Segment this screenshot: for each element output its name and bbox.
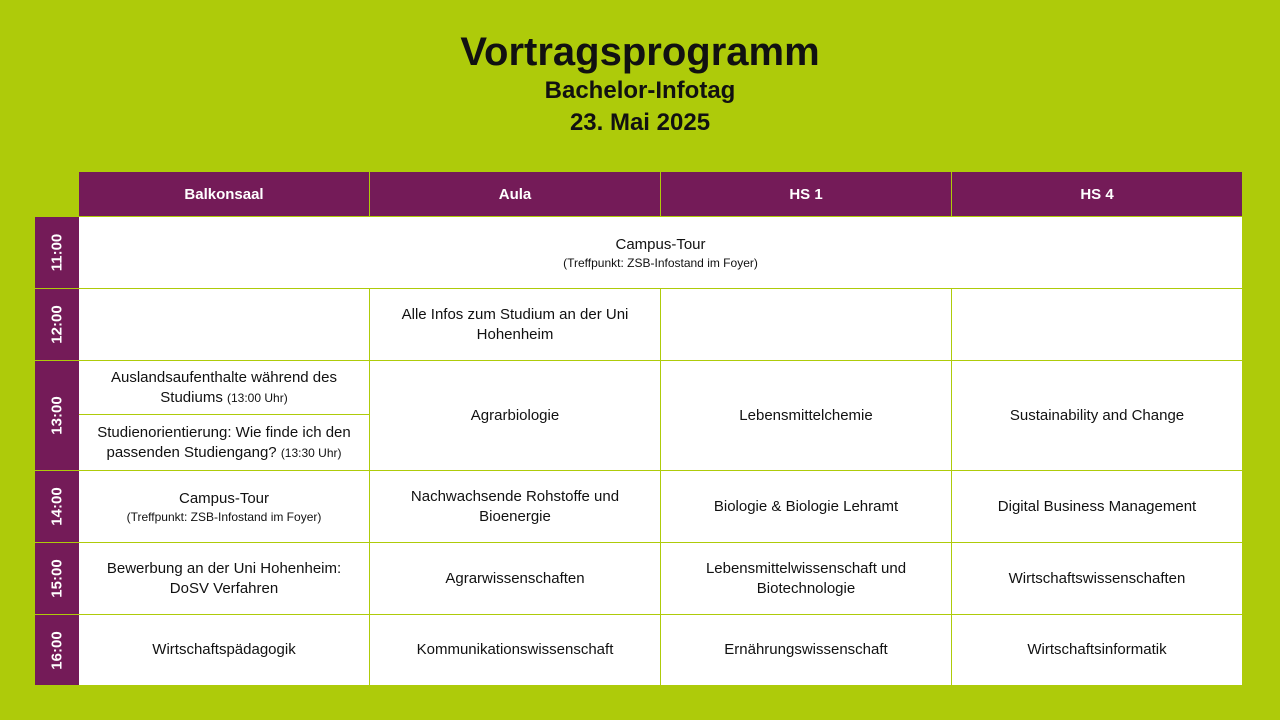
table-corner	[35, 172, 79, 217]
time-label-1400	[35, 471, 79, 543]
time-text: 13:00	[48, 396, 66, 435]
page-title: Vortragsprogramm	[460, 30, 820, 74]
time-text: 12:00	[48, 305, 66, 344]
session-aula-1300	[370, 361, 661, 471]
session-title: Agrarbiologie	[470, 406, 560, 424]
session-title: Nachwachsende Rohstoffe und Bioenergie	[410, 487, 620, 525]
column-header-hs1: HS 1	[661, 172, 952, 217]
event-date: 23. Mai 2025	[569, 109, 711, 136]
session-empty-hs4-1200	[952, 289, 1243, 361]
session-title: Auslandsaufenthalte während des Studiums	[111, 368, 337, 406]
session-note: (13:30 Uhr)	[280, 445, 342, 460]
column-header-balkonsaal: Balkonsaal	[79, 172, 370, 217]
session-title: Campus-Tour	[615, 235, 706, 253]
header	[0, 28, 1280, 140]
session-title: Ernährungswissenschaft	[724, 641, 888, 658]
time-text: 16:00	[48, 630, 66, 670]
session-title: Alle Infos zum Studium an der Uni Hohenheim	[401, 305, 629, 343]
session-aula-1200	[370, 289, 661, 361]
session-hs4-1500	[952, 543, 1243, 615]
time-text: 15:00	[48, 559, 66, 598]
session-hs1-1500	[661, 543, 952, 615]
session-title: Lebensmittelchemie	[739, 406, 873, 424]
session-title: Wirtschaftswissenschaften	[1008, 569, 1186, 587]
session-note: (Treffpunkt: ZSB-Infostand im Foyer)	[126, 509, 322, 524]
time-label-1500	[35, 543, 79, 615]
session-title-wrap	[87, 423, 361, 463]
schedule-table	[35, 172, 1243, 686]
time-label-1300	[35, 361, 79, 471]
session-hs4-1600	[952, 615, 1243, 686]
session-title: Sustainability and Change	[1009, 406, 1185, 424]
column-header-aula: Aula	[370, 172, 661, 217]
session-aula-1600	[370, 615, 661, 686]
time-text: 11:00	[48, 233, 66, 272]
session-title: Wirtschaftsinformatik	[1027, 641, 1167, 658]
session-title: Lebensmittelwissenschaft und Biotechnologie	[705, 559, 907, 597]
session-hs1-1600	[661, 615, 952, 686]
session-hs1-1400	[661, 471, 952, 543]
session-empty-hs1-1200	[661, 289, 952, 361]
session-title: Studienorientierung: Wie finde ich den passenden Studiengang?	[97, 423, 351, 461]
session-title: Biologie & Biologie Lehramt	[713, 497, 899, 515]
time-text: 14:00	[48, 487, 66, 526]
time-label-1200	[35, 289, 79, 361]
session-balkon-1300	[79, 361, 370, 415]
time-label-1600	[35, 615, 79, 686]
session-balkon-1600	[79, 615, 370, 686]
session-balkon-1400	[79, 471, 370, 543]
session-aula-1400	[370, 471, 661, 543]
session-campus-tour-1100	[79, 217, 1243, 289]
session-title: Wirtschaftspädagogik	[152, 641, 296, 658]
session-hs1-1300	[661, 361, 952, 471]
time-label-1100	[35, 217, 79, 289]
page-subtitle: Bachelor-Infotag	[544, 77, 736, 104]
session-title: Campus-Tour	[178, 489, 270, 507]
session-balkon-1330	[79, 415, 370, 471]
session-note: (13:00 Uhr)	[227, 390, 288, 405]
session-title-wrap	[87, 368, 361, 408]
session-balkon-1500	[79, 543, 370, 615]
session-title: Digital Business Management	[997, 497, 1197, 515]
session-hs4-1300	[952, 361, 1243, 471]
session-note: (Treffpunkt: ZSB-Infostand im Foyer)	[563, 255, 758, 270]
session-title: Agrarwissenschaften	[445, 569, 585, 587]
session-hs4-1400	[952, 471, 1243, 543]
column-header-hs4: HS 4	[952, 172, 1243, 217]
session-aula-1500	[370, 543, 661, 615]
session-empty-balkon-1200	[79, 289, 370, 361]
session-title: Kommunikationswissenschaft	[416, 641, 614, 658]
session-title: Bewerbung an der Uni Hohenheim: DoSV Verfahren	[106, 559, 342, 597]
